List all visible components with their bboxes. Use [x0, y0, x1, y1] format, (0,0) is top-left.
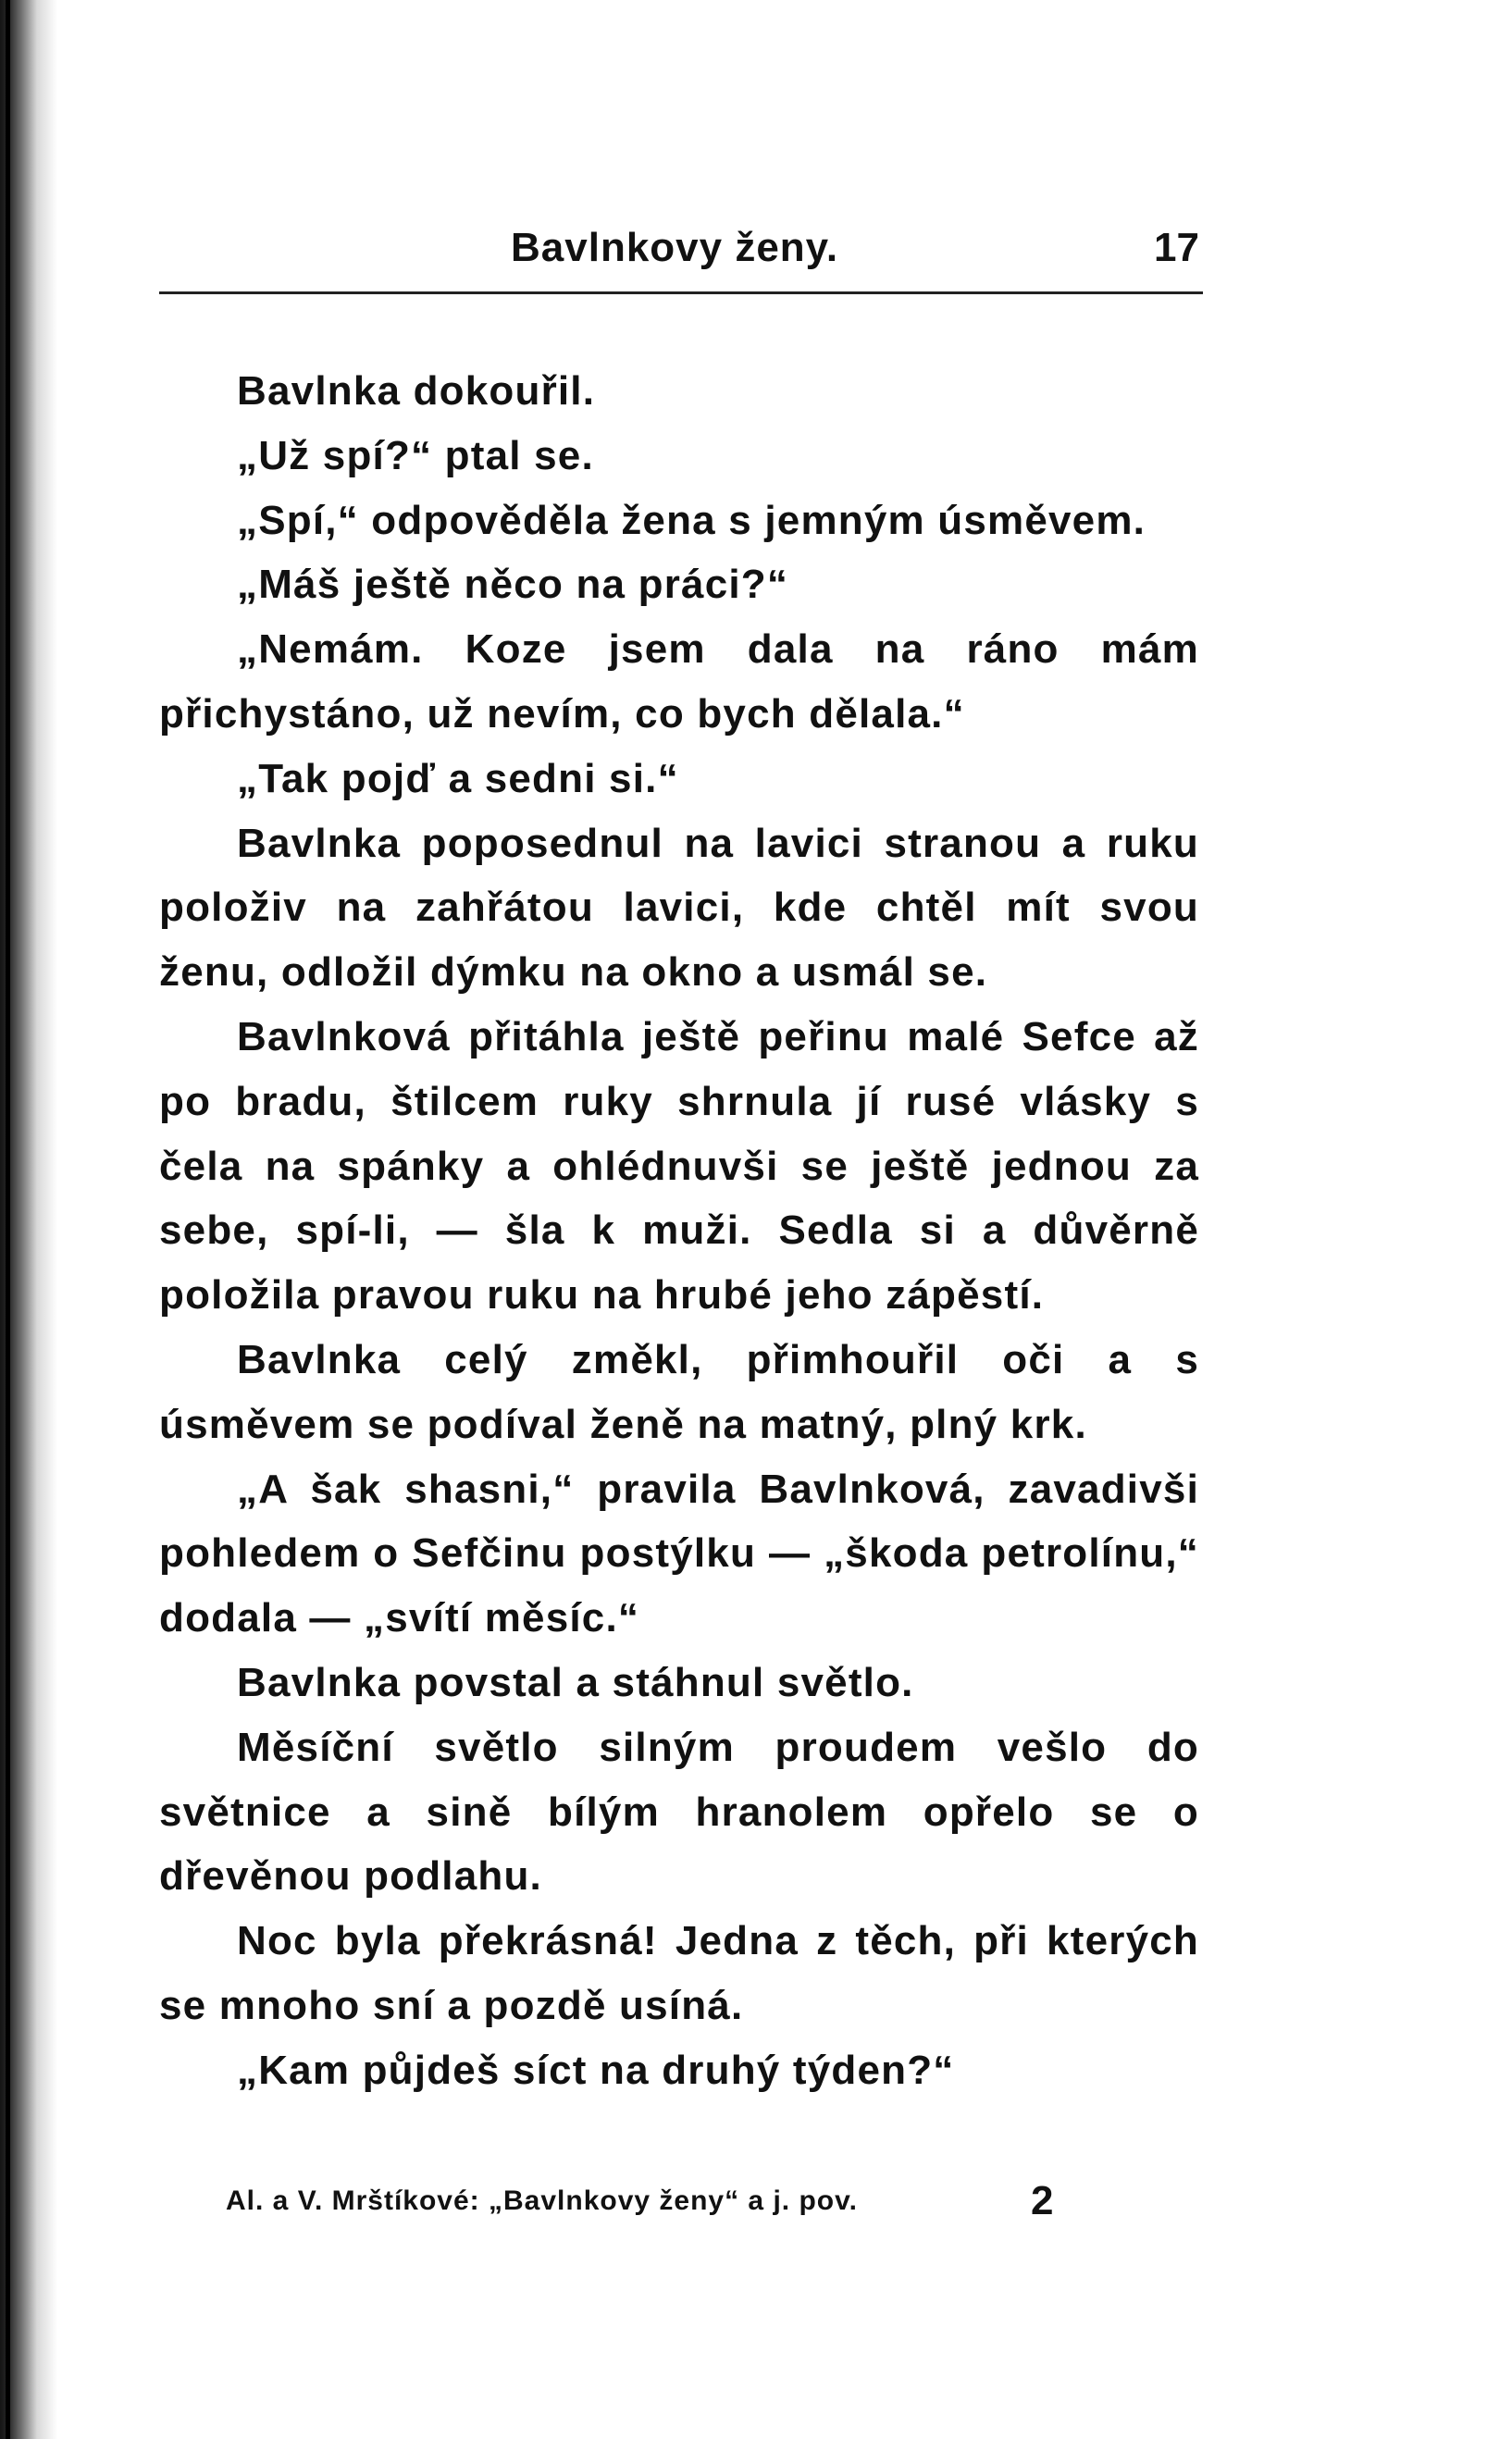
paragraph: „Máš ještě něco na práci?“	[237, 562, 789, 608]
paragraph: Noc byla překrásná! Jedna z těch, při kterých se mnoho sní a pozdě usíná.	[159, 1918, 1199, 2028]
paragraph: „Už spí?“ ptal se.	[237, 432, 594, 478]
signature-line: Al. a V. Mrštíkové: „Bavlnkovy ženy“ a j. pov.	[226, 2185, 858, 2216]
scan-binding-edge	[0, 0, 57, 2439]
paragraph: Bavlnková přitáhla ještě peřinu malé Sefce až po bradu, štilcem ruky shrnula jí rusé vlásky s čela na spánky a ohlédnuvši se ještě jednou za sebe, spí-li, — šla k muži. Sedla si a důvěrně položila pravou ruku na hrubé jeho zápěstí.	[159, 1013, 1199, 1319]
paragraph: Bavlnka povstal a stáhnul světlo.	[237, 1659, 914, 1705]
paragraph: „Tak pojď a sedni si.“	[237, 755, 679, 801]
paragraph: „Nemám. Koze jsem dala na ráno mám přichystáno, už nevím, co bych dělala.“	[159, 626, 1199, 737]
running-title: Bavlnkovy ženy.	[511, 225, 839, 270]
page-header	[159, 225, 1199, 280]
paragraph: Měsíční světlo silným proudem vešlo do světnice a sině bílým hranolem opřelo se o dřevěnou podlahu.	[159, 1724, 1199, 1900]
paragraph: Bavlnka celý změkl, přimhouřil oči a s úsměvem se podíval ženě na matný, plný krk.	[159, 1336, 1199, 1447]
paragraph: „Kam půjdeš síct na druhý týden?“	[237, 2047, 955, 2093]
paragraph: „A šak shasni,“ pravila Bavlnková, zavadivši pohledem o Sefčinu postýlku — „škoda petrolínu,“ dodala — „svítí měsíc.“	[159, 1466, 1199, 1641]
paragraph: Bavlnka dokouřil.	[237, 368, 596, 414]
page-footer	[226, 2178, 1199, 2234]
page-number: 17	[1154, 225, 1199, 270]
paragraph: Bavlnka poposednul na lavici stranou a ruku položiv na zahřátou lavici, kde chtěl mít svou ženu, odložil dýmku na okno a usmál se.	[159, 820, 1199, 996]
signature-mark: 2	[1031, 2178, 1054, 2223]
body-text	[159, 359, 1199, 2103]
header-rule	[159, 291, 1203, 294]
paragraph: „Spí,“ odpověděla žena s jemným úsměvem.	[237, 497, 1146, 543]
